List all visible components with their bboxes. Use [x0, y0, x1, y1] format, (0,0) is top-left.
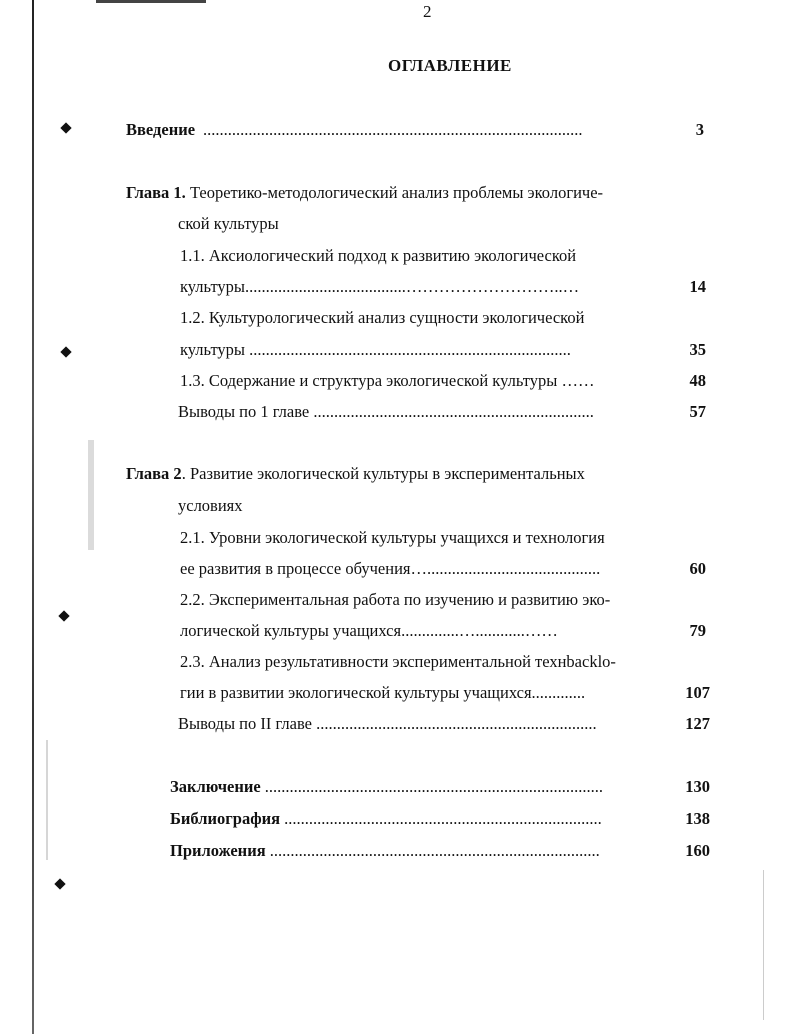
toc-section-2-3-cont — [180, 683, 585, 703]
toc-page: 79 — [689, 621, 706, 640]
toc-label: Введение — [126, 120, 196, 139]
scan-speck — [46, 740, 48, 860]
chapter-title: . Развитие экологической культуры в экспериментальных — [181, 464, 585, 483]
toc-label: логической культуры учащихся — [180, 621, 402, 640]
toc-section-1-1[interactable]: 1.1. Аксиологический подход к развитию экологической — [180, 246, 577, 265]
scan-speck — [763, 870, 764, 1020]
chapter-label: Глава 2 — [126, 464, 182, 483]
toc-page: 107 — [685, 683, 710, 702]
toc-leader: ............................................................................. — [280, 809, 602, 828]
toc-entry-intro[interactable] — [126, 120, 583, 140]
toc-entry-conclusion[interactable] — [170, 777, 603, 797]
toc-page: 48 — [689, 371, 706, 390]
toc-leader: .......................................………………………..… — [245, 277, 580, 296]
toc-leader: ..............…............…… — [401, 621, 558, 640]
bullet-mark — [60, 346, 71, 357]
toc-section-1-2-cont — [180, 340, 571, 360]
toc-leader: ............................................................................................ — [203, 120, 583, 139]
toc-leader: .............................................................................. — [245, 340, 571, 359]
toc-section-2-3[interactable]: 2.3. Анализ результативности экспериментальной технbacklo- — [180, 652, 616, 671]
toc-label: Заключение — [170, 777, 261, 796]
scan-speck — [88, 440, 94, 550]
toc-label: 1.3. Содержание и структура экологической культуры — [180, 371, 558, 390]
toc-leader: .................................................................................. — [260, 777, 604, 796]
toc-chapter-1-heading[interactable] — [126, 183, 603, 203]
toc-page: 57 — [689, 402, 706, 421]
toc-label: гии в развитии экологической культуры учащихся — [180, 683, 532, 702]
toc-label: Приложения — [170, 841, 266, 860]
toc-section-1-2[interactable]: 1.2. Культурологический анализ сущности экологической — [180, 308, 585, 327]
chapter-title-continued: условиях — [178, 496, 243, 515]
toc-section-1-1-cont — [180, 277, 579, 297]
toc-section-2-2-cont — [180, 621, 558, 641]
toc-label: культуры — [180, 277, 246, 296]
bullet-mark — [54, 878, 65, 889]
toc-leader: .................................................................... — [311, 714, 597, 733]
toc-section-2-2[interactable]: 2.2. Экспериментальная работа по изучению и развитию эко- — [180, 590, 611, 609]
toc-conclusions-2[interactable] — [178, 714, 597, 734]
toc-chapter-2-heading[interactable] — [126, 464, 585, 484]
toc-page: 127 — [685, 714, 710, 733]
bullet-mark — [60, 122, 71, 133]
toc-label: Библиография — [170, 809, 281, 828]
toc-entry-appendices[interactable] — [170, 841, 600, 861]
toc-leader: ................................................................................ — [265, 841, 600, 860]
toc-page: 130 — [685, 777, 710, 796]
toc-page: 3 — [695, 120, 704, 139]
toc-leader: ............. — [531, 683, 586, 702]
toc-label: Выводы по II главе — [178, 714, 312, 733]
bullet-mark — [58, 610, 69, 621]
page-title: ОГЛАВЛЕНИЕ — [388, 56, 512, 75]
toc-page: 160 — [685, 841, 710, 860]
toc-leader: ….......................................... — [410, 559, 601, 578]
chapter-title: Теоретико-методологический анализ проблемы экологиче- — [189, 183, 604, 202]
toc-label: культуры — [180, 340, 246, 359]
toc-leader: .................................................................... — [309, 402, 594, 421]
toc-page: 35 — [689, 340, 706, 359]
toc-page: 60 — [689, 559, 706, 578]
toc-page: 14 — [689, 277, 706, 296]
toc-section-2-1-cont — [180, 559, 600, 579]
chapter-label: Глава 1. — [126, 183, 186, 202]
page-number: 2 — [423, 2, 432, 21]
toc-section-1-3[interactable] — [180, 371, 594, 391]
chapter-title-continued: ской культуры — [178, 214, 279, 233]
scan-edge-left — [32, 0, 34, 1034]
toc-entry-bibliography[interactable] — [170, 809, 602, 829]
toc-conclusions-1[interactable] — [178, 402, 594, 422]
toc-section-2-1[interactable]: 2.1. Уровни экологической культуры учащихся и технология — [180, 528, 605, 547]
toc-label: ее развития в процессе обучения — [180, 559, 411, 578]
scan-top-mark — [96, 0, 206, 3]
toc-label: Выводы по 1 главе — [178, 402, 310, 421]
toc-page: 138 — [685, 809, 710, 828]
toc-leader: …… — [557, 371, 595, 390]
